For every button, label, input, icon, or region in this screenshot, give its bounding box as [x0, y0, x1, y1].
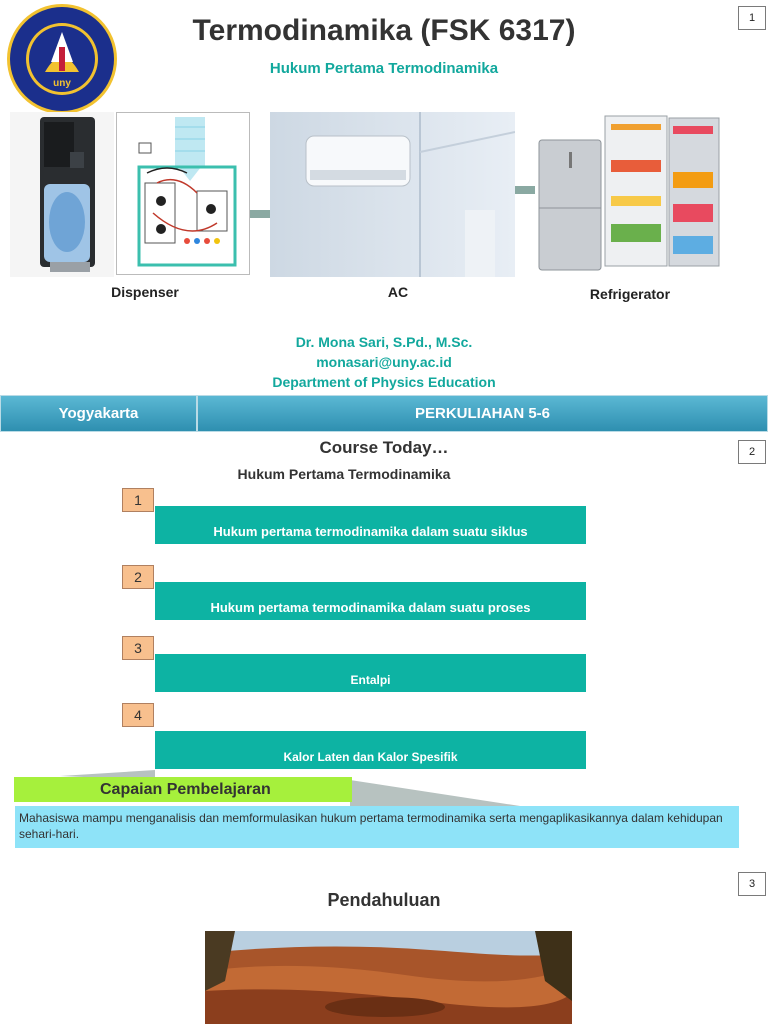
- course-item: Hukum pertama termodinamika dalam suatu siklus: [155, 506, 586, 544]
- slide-subtitle: Hukum Pertama Termodinamika: [237, 466, 451, 482]
- slide-title: Pendahuluan: [327, 890, 441, 910]
- logo-inner-text: uny: [53, 78, 71, 89]
- capaian-title: Capaian Pembelajaran: [14, 777, 352, 802]
- slide-title: Course Today…: [319, 438, 449, 457]
- department: Department of Physics Education: [272, 374, 496, 390]
- caption-refrigerator: Refrigerator: [589, 286, 671, 302]
- refrigerator-photo: [535, 112, 721, 274]
- item-number: 3: [122, 636, 154, 660]
- course-item: Entalpi: [155, 654, 586, 692]
- page-number: 1: [738, 6, 766, 30]
- slide-title: Termodinamika (FSK 6317): [192, 14, 576, 47]
- page-number: 3: [738, 872, 766, 896]
- air-conditioner-photo: [270, 112, 515, 277]
- author-name: Dr. Mona Sari, S.Pd., M.Sc.: [295, 334, 473, 350]
- dispenser-photo: [10, 112, 114, 277]
- caption-dispenser: Dispenser: [111, 284, 179, 300]
- divider-strip-2: [515, 186, 537, 194]
- item-number: 4: [122, 703, 154, 727]
- divider-strip: [250, 210, 270, 218]
- author-email[interactable]: monasari@uny.ac.id: [316, 354, 452, 370]
- footer-location: Yogyakarta: [0, 395, 197, 432]
- footer-lecture: PERKULIAHAN 5-6: [197, 395, 768, 432]
- page-number: 2: [738, 440, 766, 464]
- course-item: Hukum pertama termodinamika dalam suatu proses: [155, 582, 586, 620]
- landscape-photo: [205, 931, 572, 1024]
- course-item: Kalor Laten dan Kalor Spesifik: [155, 731, 586, 769]
- caption-ac: AC: [387, 284, 409, 300]
- item-number: 2: [122, 565, 154, 589]
- slide-subtitle: Hukum Pertama Termodinamika: [269, 60, 499, 77]
- circuit-diagram: [116, 112, 250, 275]
- capaian-text: Mahasiswa mampu menganalisis dan memformulasikan hukum pertama termodinamika serta mengaplikasikannya dalam kehidupan sehari-hari.: [15, 806, 739, 848]
- item-number: 1: [122, 488, 154, 512]
